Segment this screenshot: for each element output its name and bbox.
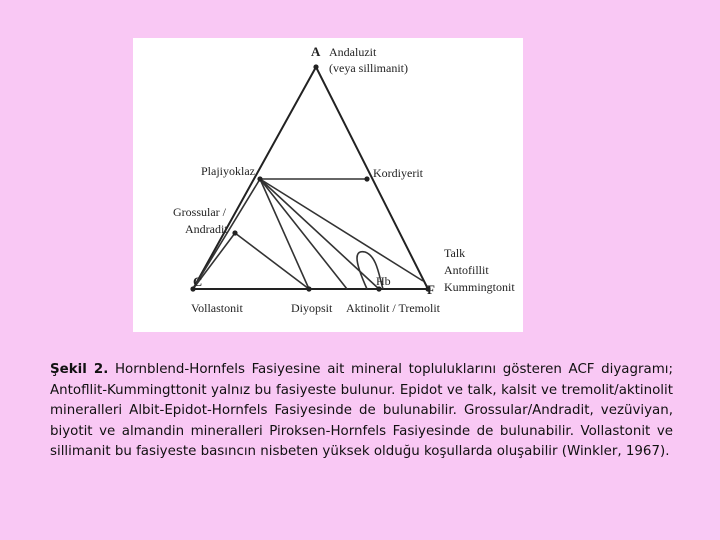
label-talk: Talk: [444, 246, 466, 260]
point-diyopsit: [306, 286, 311, 291]
point-plajiyoklaz: [257, 176, 262, 181]
label-plajiyoklaz: Plajiyoklaz: [201, 164, 255, 178]
corner-label-c: C: [193, 274, 203, 289]
tie-line-grossular-diyopsit: [235, 233, 309, 289]
tie-line-plajiyoklaz-diyopsit: [260, 179, 309, 289]
point-grossular-andradit: [232, 230, 237, 235]
label-antofillit: Antofillit: [444, 263, 489, 277]
label-vollastonit: Vollastonit: [191, 301, 243, 315]
point-a: [313, 64, 318, 69]
figure-caption: [50, 360, 673, 463]
label-andaluzit: Andaluzit: [329, 45, 377, 59]
label-grossular: Grossular /: [173, 205, 226, 219]
acf-diagram: [133, 38, 523, 332]
label-hb: Hb: [376, 274, 391, 288]
tie-line-plajiyoklaz-aktinolit-b: [260, 179, 347, 289]
label-diyopsit: Diyopsit: [291, 301, 333, 315]
caption-prefix: Şekil 2.: [50, 362, 109, 377]
point-kordiyerit: [364, 176, 369, 181]
caption-text: Hornblend-Hornfels Fasiyesine ait mineral topluluklarını gösteren ACF diyagramı; Antofllit-Kummingttonit yalnız bu fasiyeste bulunur. Epidot ve talk, kalsit ve tremolit/aktinolit mineralleri Albit-Epidot-Hornfels Fasiyesinde de bulunabilir. Grossular/Andradit, vezüviyan, biyotit ve almandin mineralleri Piroksen-Hornfels Fasiyesinde de bulunabilir. Vollastonit ve sillimanit bu fasiyeste basıncın nisbeten yüksek olduğu koşullarda oluşabilir (Winkler, 1967).: [50, 362, 673, 459]
label-aktinolit-tremolit: Aktinolit / Tremolit: [346, 301, 441, 315]
corner-label-a: A: [311, 44, 321, 59]
acf-diagram-svg: [133, 38, 523, 332]
label-kordiyerit: Kordiyerit: [373, 166, 423, 180]
label-sillimanit: (veya sillimanit): [329, 61, 408, 75]
label-andradit: Andradit: [185, 222, 228, 236]
tie-line-plajiyoklaz-aktinolit-a: [260, 179, 379, 289]
corner-label-f: F: [427, 282, 435, 297]
label-kummingtonit: Kummingtonit: [444, 280, 515, 294]
